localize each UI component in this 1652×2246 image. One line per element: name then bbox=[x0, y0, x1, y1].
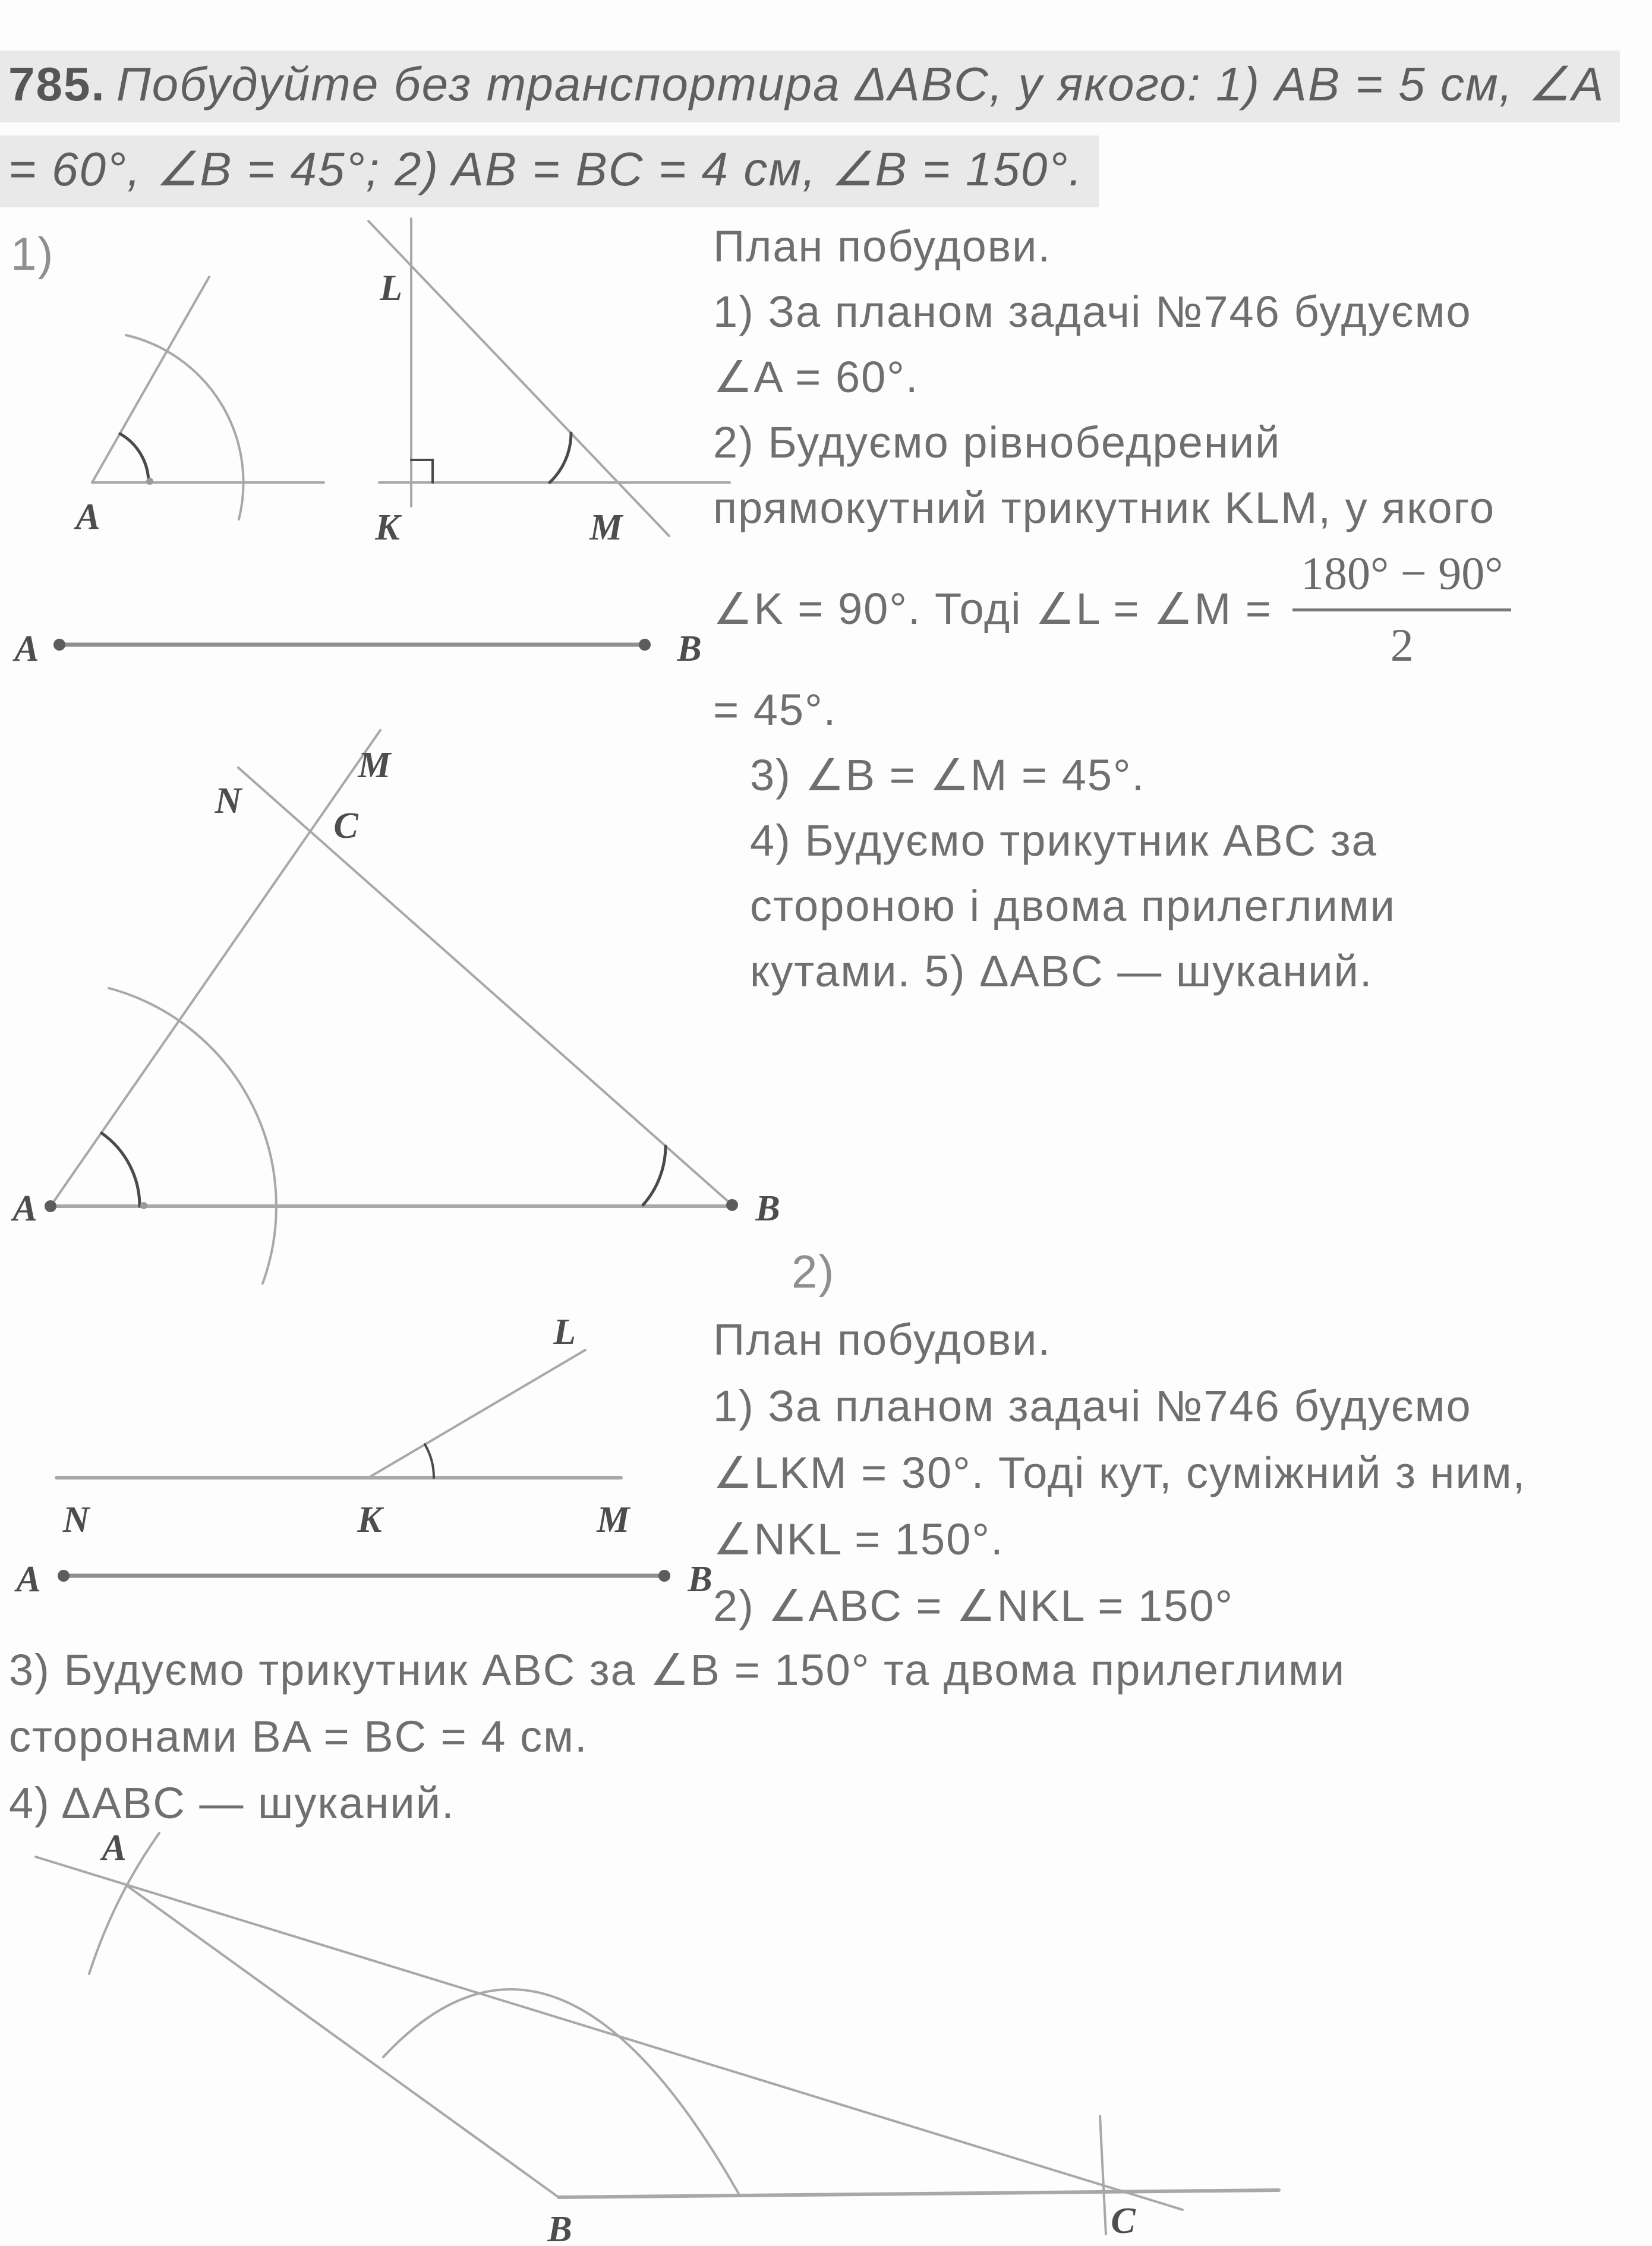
part1-plan-line9: стороною і двома прилеглими bbox=[750, 881, 1396, 930]
endpoint-dot-b bbox=[639, 639, 651, 651]
vertex-dot-a bbox=[45, 1200, 56, 1212]
angle-mark-k bbox=[425, 1444, 434, 1478]
problem-number: 785. bbox=[8, 58, 106, 111]
point-label-m: M bbox=[597, 1500, 630, 1540]
part1-plan-line6: = 45°. bbox=[713, 685, 837, 734]
part1-marker: 1) bbox=[11, 228, 55, 280]
ray-label-n: N bbox=[215, 781, 242, 821]
fraction-denominator: 2 bbox=[1292, 608, 1511, 672]
part2-marker: 2) bbox=[792, 1245, 836, 1298]
part1-plan-title: План побудови. bbox=[713, 222, 1052, 271]
part2-plan-line1: 1) За планом задачі №746 будуємо bbox=[713, 1381, 1472, 1431]
figure-triangle-abc-2 bbox=[36, 1828, 1279, 2246]
endpoint-label-a: A bbox=[14, 629, 39, 669]
figure-nkm-ray bbox=[56, 1312, 630, 1540]
part2-plan-line2: ∠LKM = 30°. Тоді кут, суміжний з ним, bbox=[713, 1448, 1527, 1497]
vertex-label-a: A bbox=[75, 497, 100, 537]
part2-plan-line3: ∠NKL = 150°. bbox=[713, 1515, 1004, 1564]
vertex-label-l: L bbox=[380, 268, 402, 308]
angle-mark-arc bbox=[120, 434, 149, 482]
vertex-label-c: C bbox=[1111, 2201, 1136, 2241]
part1-plan-line4: прямокутний трикутник KLM, у якого bbox=[713, 483, 1496, 532]
endpoint-dot-b bbox=[658, 1570, 670, 1582]
point-label-k: K bbox=[357, 1500, 382, 1540]
problem-text-line2: = 60°, ∠B = 45°; 2) AB = BC = 4 см, ∠B = 150°. bbox=[8, 143, 1083, 195]
ray-label-l: L bbox=[553, 1312, 576, 1352]
vertex-dot-b bbox=[726, 1199, 738, 1211]
slanted-ray bbox=[92, 277, 209, 482]
hypotenuse-line bbox=[368, 221, 669, 536]
vertex-label-b: B bbox=[547, 2209, 572, 2246]
vertex-label-a: A bbox=[12, 1188, 37, 1229]
vertex-label-m: M bbox=[589, 507, 623, 548]
point-label-n: N bbox=[62, 1500, 90, 1540]
ray-kl bbox=[368, 1350, 585, 1478]
side-ab bbox=[125, 1884, 559, 2197]
right-angle-mark bbox=[411, 460, 433, 482]
bottom-line1: 3) Будуємо трикутник ABC за ∠B = 150° та двома прилеглими bbox=[9, 1645, 1346, 1695]
bottom-line2: сторонами BA = BC = 4 см. bbox=[9, 1712, 588, 1761]
part1-plan-line1: 1) За планом задачі №746 будуємо bbox=[713, 287, 1472, 336]
figure-angle-a bbox=[73, 277, 324, 537]
figure-triangle-abc-1 bbox=[10, 730, 780, 1283]
compass-point-dot bbox=[146, 478, 153, 485]
endpoint-dot-a bbox=[53, 639, 65, 651]
vertex-label-a: A bbox=[102, 1828, 127, 1868]
ray-label-m: M bbox=[358, 745, 391, 786]
part1-plan-line8: 4) Будуємо трикутник ABC за bbox=[750, 816, 1377, 865]
angle-mark-a bbox=[102, 1133, 140, 1206]
base-bc bbox=[559, 2190, 1279, 2197]
endpoint-label-a: A bbox=[16, 1559, 41, 1600]
angle-mark-b bbox=[643, 1146, 666, 1205]
part2-plan-line4: 2) ∠ABC = ∠NKL = 150° bbox=[713, 1581, 1234, 1630]
angle-mark-m bbox=[550, 433, 571, 482]
compass-arc bbox=[126, 335, 244, 519]
compass-arc-a bbox=[109, 988, 276, 1283]
vertex-label-c: C bbox=[333, 806, 358, 846]
vertex-label-b: B bbox=[755, 1188, 780, 1229]
part1-plan-line3: 2) Будуємо рівнобедрений bbox=[713, 418, 1281, 467]
part2-plan-title: План побудови. bbox=[713, 1315, 1052, 1364]
part1-plan-line2: ∠A = 60°. bbox=[713, 352, 919, 402]
angle-construction-arc bbox=[383, 1989, 739, 2194]
fraction-numerator: 180° − 90° bbox=[1301, 547, 1503, 599]
radius-tick-at-c bbox=[1100, 2116, 1106, 2234]
figure-segment-ab-1 bbox=[12, 629, 701, 669]
line-through-a-c bbox=[36, 1857, 1183, 2210]
compass-point-dot bbox=[140, 1202, 147, 1209]
endpoint-dot-a bbox=[58, 1570, 70, 1582]
part1-fraction-prefix: ∠K = 90°. Тоді ∠L = ∠M = bbox=[713, 584, 1273, 633]
part1-plan-line7: 3) ∠B = ∠M = 45°. bbox=[750, 750, 1146, 800]
side-b-to-n bbox=[238, 768, 732, 1205]
figure-segment-ab-2 bbox=[14, 1559, 712, 1600]
part1-plan-line10: кутами. 5) ΔABC — шуканий. bbox=[750, 947, 1373, 996]
figure-klm-triangle bbox=[368, 219, 730, 548]
bottom-line3: 4) ΔABC — шуканий. bbox=[9, 1778, 455, 1828]
vertex-label-k: K bbox=[375, 507, 400, 548]
endpoint-label-b: B bbox=[677, 629, 702, 669]
endpoint-label-b: B bbox=[688, 1559, 712, 1600]
problem-text-line1: Побудуйте без транспортира ΔABC, у якого: 1) AB = 5 см, ∠A bbox=[116, 58, 1605, 111]
